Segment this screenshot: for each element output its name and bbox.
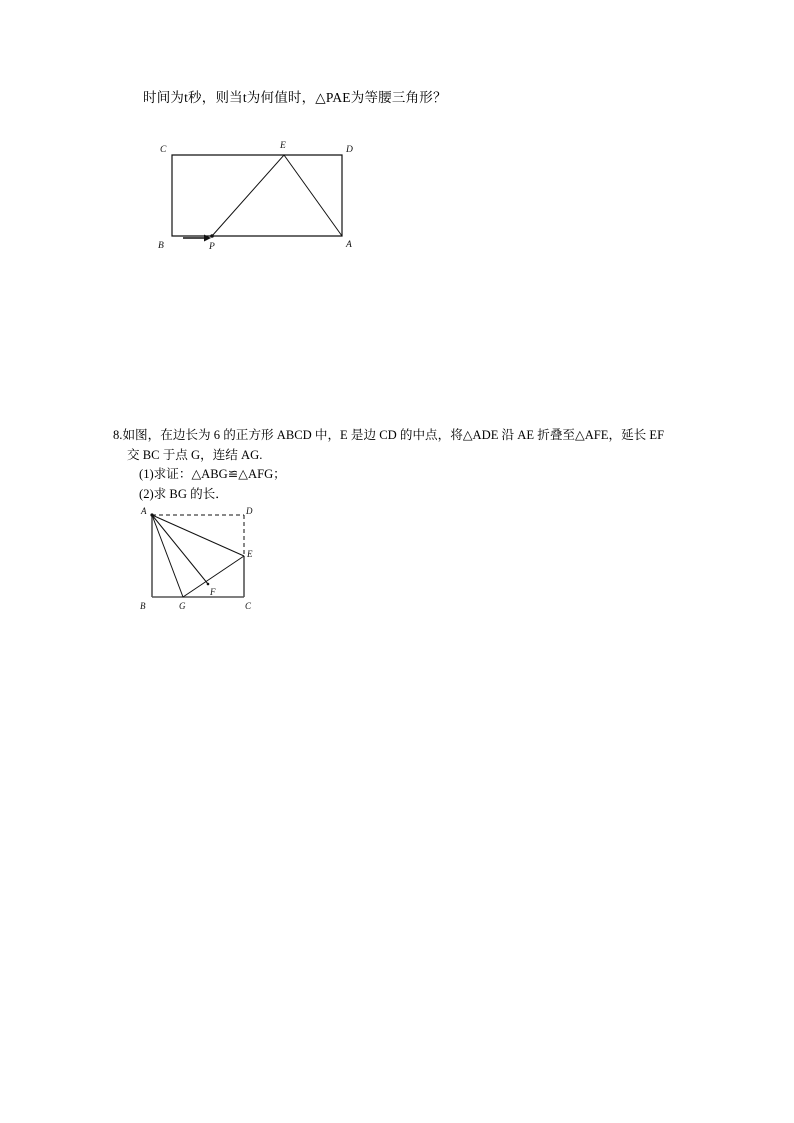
question8-line-1: 8.如图，在边长为 6 的正方形 ABCD 中，E 是边 CD 的中点，将△ADE 沿 AE 折叠至△AFE，延长 EF	[113, 428, 665, 442]
question8-figure	[136, 503, 276, 613]
question7-figure	[150, 135, 380, 255]
figure1-label-p: P	[209, 242, 215, 252]
figure1-label-b: B	[158, 241, 164, 251]
question8-part-2: (2)求 BG 的长．	[139, 486, 228, 501]
figure2-label-g: G	[179, 601, 186, 611]
question7-text: 时间为t秒，则当t为何值时，△PAE为等腰三角形？	[143, 90, 447, 105]
question8-text	[113, 426, 733, 504]
segment-af	[152, 515, 208, 584]
point-f-marker	[207, 583, 210, 586]
figure2-label-c: C	[245, 601, 252, 611]
figure2-label-e: E	[247, 549, 253, 559]
rectangle-bcda	[172, 155, 342, 236]
segment-ag	[152, 515, 183, 597]
point-a-marker	[150, 513, 153, 516]
triangle-pae	[212, 155, 342, 236]
figure1-label-d: D	[346, 145, 353, 155]
segment-ae	[152, 515, 244, 556]
point-p-marker	[210, 234, 214, 238]
figure2-label-b: B	[140, 601, 146, 611]
question8-line-2: 交 BC 于点 G，连结 AG.	[127, 447, 263, 462]
question8-part-1: (1)求证：△ABG≌△AFG；	[139, 467, 286, 481]
figure1-label-e: E	[280, 141, 286, 151]
figure1-label-c: C	[160, 145, 167, 155]
figure2-label-d: D	[246, 506, 253, 516]
figure1-label-a: A	[346, 240, 352, 250]
figure2-label-a: A	[141, 506, 147, 516]
figure2-label-f: F	[210, 587, 216, 597]
